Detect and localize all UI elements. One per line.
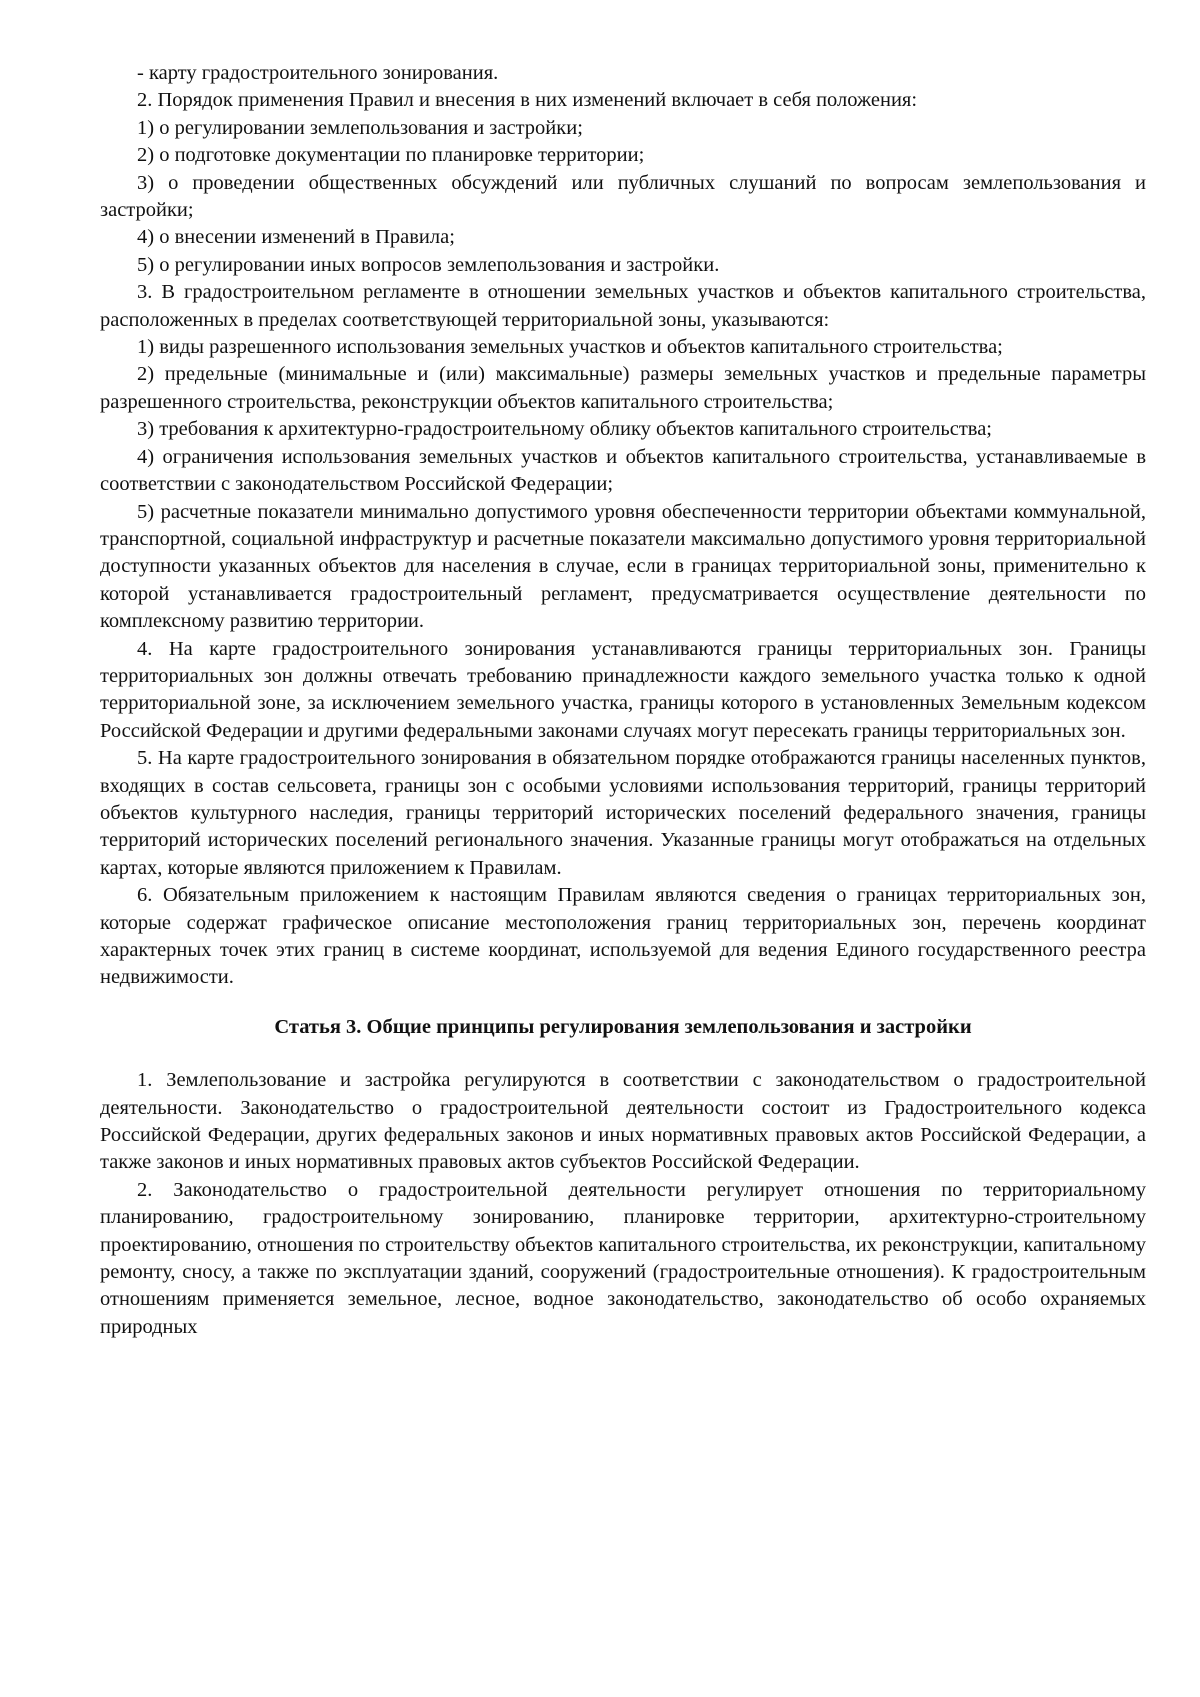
list-item: 4) ограничения использования земельных участков и объектов капитального строительства, устанавливаемые в соответствии с законодательством Российской Федерации;: [100, 445, 1146, 496]
paragraph: 1. Землепользование и застройка регулируются в соответствии с законодательством о градостроительной деятельности. Законодательство о градостроительной деятельности состоит из Градостроительного кодекса Российской Федерации, других федеральных законов и иных нормативных правовых актов Российской Федерации, а также законов и иных нормативных правовых актов субъектов Российской Федерации.: [100, 1069, 1146, 1174]
list-item: 3) требования к архитектурно-градостроительному облику объектов капитального строительства;: [137, 418, 992, 441]
article-heading: Статья 3. Общие принципы регулирования землепользования и застройки: [274, 1015, 972, 1038]
paragraph: 6. Обязательным приложением к настоящим Правилам являются сведения о границах территориальных зон, которые содержат графическое описание местоположения границ территориальных зон, перечень координат характерных точек этих границ в системе координат, используемой для ведения Единого государственного реестра недвижимости.: [100, 884, 1146, 989]
paragraph: 2. Порядок применения Правил и внесения в них изменений включает в себя положения:: [137, 89, 918, 112]
paragraph: - карту градостроительного зонирования.: [137, 62, 499, 84]
paragraph: 3. В градостроительном регламенте в отношении земельных участков и объектов капитального строительства, расположенных в пределах соответствующей территориальной зоны, указываются:: [100, 281, 1146, 331]
paragraph: 5. На карте градостроительного зонирования в обязательном порядке отображаются границы населенных пунктов, входящих в состав сельсовета, границы зон с особыми условиями использования территорий, границы территорий объектов культурного наследия, границы территорий исторических поселений федерального значения, границы территорий исторических поселений регионального значения. Указанные границы могут отображаться на отдельных картах, которые являются приложением к Правилам.: [100, 747, 1146, 879]
paragraph: 4. На карте градостроительного зонирования устанавливаются границы территориальных зон. Границы территориальных зон должны отвечать требованию принадлежности каждого земельного участка только к одной территориальной зоне, за исключением земельного участка, границы которого в установленных Земельным кодексом Российской Федерации и другими федеральными законами случаях могут пересекать границы территориальных зон.: [100, 637, 1146, 742]
list-item: 4) о внесении изменений в Правила;: [137, 226, 455, 249]
list-item: 5) о регулировании иных вопросов землепользования и застройки.: [137, 253, 720, 276]
list-item: 1) о регулировании землепользования и застройки;: [137, 116, 583, 139]
paragraph: 2. Законодательство о градостроительной деятельности регулирует отношения по территориальному планированию, градостроительному зонированию, планировке территории, архитектурно-строительному проектированию, отношения по строительству объектов капитального строительства, их реконструкции, капитальному ремонту, сносу, а также по эксплуатации зданий, сооружений (градостроительные отношения). К градостроительным отношениям применяется земельное, лесное, водное законодательство, законодательство об особо охраняемых природных: [100, 1178, 1146, 1338]
list-item: 1) виды разрешенного использования земельных участков и объектов капитального строительства;: [137, 336, 1003, 359]
list-item: 5) расчетные показатели минимально допустимого уровня обеспеченности территории объектами коммунальной, транспортной, социальной инфраструктур и расчетные показатели максимально допустимого уровня территориальной доступности указанных объектов для населения в случае, если в границах территориальной зоны, применительно к которой устанавливается градостроительный регламент, предусматривается осуществление деятельности по комплексному развитию территории.: [100, 500, 1146, 633]
list-item: 2) о подготовке документации по планировке территории;: [137, 144, 645, 167]
list-item: 3) о проведении общественных обсуждений или публичных слушаний по вопросам землепользования и застройки;: [100, 171, 1146, 222]
list-item: 2) предельные (минимальные и (или) максимальные) размеры земельных участков и предельные параметры разрешенного строительства, реконструкции объектов капитального строительства;: [100, 363, 1146, 413]
document-page: [100, 60, 1146, 1341]
